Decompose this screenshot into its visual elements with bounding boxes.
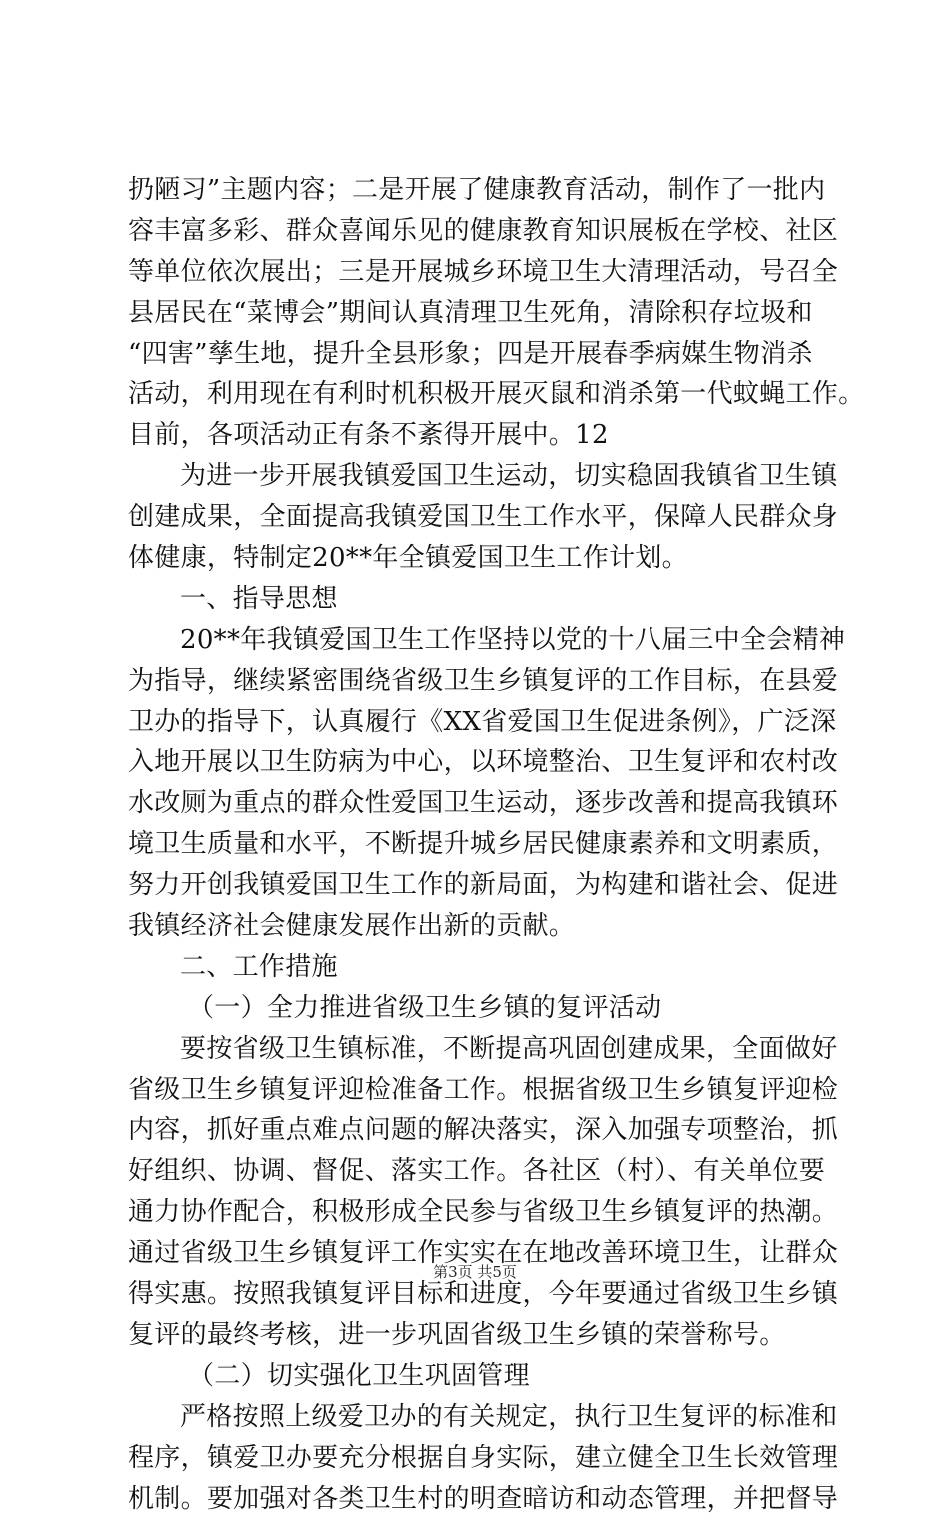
text-line: 要按省级卫生镇标准，不断提高巩固创建成果，全面做好 [128, 1029, 828, 1070]
text-line: 通力协作配合，积极形成全民参与省级卫生乡镇复评的热潮。 [128, 1192, 828, 1233]
text-line: 为进一步开展我镇爱国卫生运动，切实稳固我镇省卫生镇 [128, 456, 828, 497]
text-line: 程序，镇爱卫办要充分根据自身实际，建立健全卫生长效管理 [128, 1438, 828, 1479]
text-line: 努力开创我镇爱国卫生工作的新局面，为构建和谐社会、促进 [128, 865, 828, 906]
text-line: 创建成果，全面提高我镇爱国卫生工作水平，保障人民群众身 [128, 497, 828, 538]
text-line: 机制。要加强对各类卫生村的明查暗访和动态管理，并把督导 [128, 1479, 828, 1519]
text-line: 二、工作措施 [128, 947, 828, 988]
text-line: （一）全力推进省级卫生乡镇的复评活动 [128, 988, 828, 1029]
text-line: 省级卫生乡镇复评迎检准备工作。根据省级卫生乡镇复评迎检 [128, 1070, 828, 1111]
text-line: 容丰富多彩、群众喜闻乐见的健康教育知识展板在学校、社区 [128, 211, 828, 252]
text-line: 活动，利用现在有利时机积极开展灭鼠和消杀第一代蚊蝇工作。 [128, 374, 828, 415]
text-line: 扔陋习”主题内容；二是开展了健康教育活动，制作了一批内 [128, 170, 828, 211]
text-line: 复评的最终考核，进一步巩固省级卫生乡镇的荣誉称号。 [128, 1315, 828, 1356]
page-footer: 第3页 共5页 [0, 1262, 950, 1282]
text-line: 我镇经济社会健康发展作出新的贡献。 [128, 906, 828, 947]
text-line: 水改厕为重点的群众性爱国卫生运动，逐步改善和提高我镇环 [128, 783, 828, 824]
document-body [128, 170, 828, 1519]
text-line: （二）切实强化卫生巩固管理 [128, 1356, 828, 1397]
text-line: 好组织、协调、督促、落实工作。各社区（村）、有关单位要 [128, 1151, 828, 1192]
text-line: 一、指导思想 [128, 579, 828, 620]
text-line: “四害”孳生地，提升全县形象；四是开展春季病媒生物消杀 [128, 334, 828, 375]
text-line: 严格按照上级爱卫办的有关规定，执行卫生复评的标准和 [128, 1397, 828, 1438]
text-line: 通过省级卫生乡镇复评工作实实在在地改善环境卫生，让群众 [128, 1233, 828, 1274]
text-line: 体健康，特制定20**年全镇爱国卫生工作计划。 [128, 538, 828, 579]
text-line: 县居民在“菜博会”期间认真清理卫生死角，清除积存垃圾和 [128, 293, 828, 334]
text-line: 境卫生质量和水平，不断提升城乡居民健康素养和文明素质， [128, 824, 828, 865]
text-line: 为指导，继续紧密围绕省级卫生乡镇复评的工作目标，在县爱 [128, 661, 828, 702]
text-line: 卫办的指导下，认真履行《XX省爱国卫生促进条例》，广泛深 [128, 702, 828, 743]
text-line: 等单位依次展出；三是开展城乡环境卫生大清理活动，号召全 [128, 252, 828, 293]
text-line: 内容，抓好重点难点问题的解决落实，深入加强专项整治，抓 [128, 1110, 828, 1151]
text-line: 20**年我镇爱国卫生工作坚持以党的十八届三中全会精神 [128, 620, 828, 661]
text-line: 得实惠。按照我镇复评目标和进度，今年要通过省级卫生乡镇 [128, 1274, 828, 1315]
text-line: 入地开展以卫生防病为中心，以环境整治、卫生复评和农村改 [128, 742, 828, 783]
text-line: 目前，各项活动正有条不紊得开展中。12 [128, 415, 828, 456]
